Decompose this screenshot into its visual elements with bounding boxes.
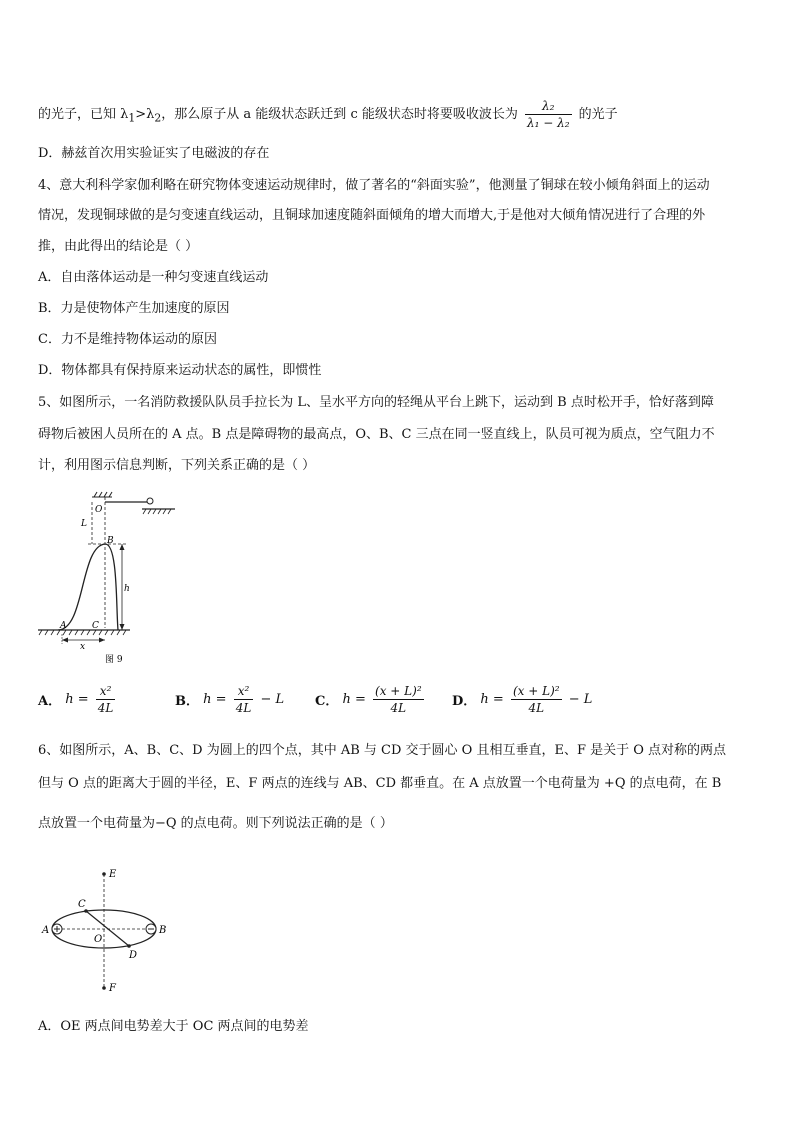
- q6-stem-line-1: 6、如图所示，A、B、C、D 为圆上的四个点，其中 AB 与 CD 交于圆心 O 且相互垂直，E、F 是关于 O 点对称的两点: [38, 743, 727, 758]
- q5-figure: [30, 488, 190, 670]
- q4-option-a: A．自由落体运动是一种匀变速直线运动: [38, 270, 269, 285]
- q5-stem-line-3: 计，利用图示信息判断，下列关系正确的是（ ）: [38, 458, 316, 473]
- platform-hatch: [143, 509, 171, 514]
- q5-option-d: D． h = $\frac{\text{(x + L)²}}{4L}$ − L: [452, 684, 593, 715]
- q4-stem-line-2: 情况，发现铜球做的是匀变速直线运动，且铜球加速度随斜面倾角的增大而增大,于是他对大倾角情况进行了合理的外: [38, 208, 706, 223]
- label-o: O: [95, 505, 103, 515]
- q3-continuation: 的光子，已知 $\lambda_1>\lambda_2$，那么原子从 a 能级状态跃迁到 c 能级状态时将要吸收波长为 $\frac{\text{λ₂}}{\text{λ₁ − λ₂}}$ 的光子: [38, 99, 618, 130]
- q4-option-c: C．力不是维持物体运动的原因: [38, 332, 217, 347]
- label-d: D: [129, 950, 138, 961]
- q3-option-d: D．赫兹首次用实验证实了电磁波的存在: [38, 146, 270, 161]
- label-e: E: [109, 869, 117, 880]
- label-a: A: [42, 925, 50, 936]
- label-f: F: [109, 983, 116, 994]
- q5-option-a: A． h = $\frac{\text{x²}}{4L}$: [38, 684, 114, 715]
- q5-option-b: B． h = $\frac{\text{x²}}{4L}$ − L: [175, 684, 285, 715]
- label-l: L: [81, 519, 87, 529]
- cd-line: [86, 911, 129, 946]
- q6-stem-line-2: 但与 O 点的距离大于圆的半径，E、F 两点的连线与 AB、CD 都垂直。在 A 点放置一个电荷量为 +Q 的点电荷，在 B: [38, 776, 722, 791]
- ground-hatch: [39, 630, 126, 635]
- wavelength-fraction: $\frac{\text{λ₂}}{\text{λ₁ − λ₂}}$: [527, 99, 570, 130]
- label-b: B: [107, 536, 114, 546]
- label-a: A: [60, 621, 67, 631]
- label-c: C: [92, 621, 99, 631]
- q5-stem-line-1: 5、如图所示，一名消防救援队队员手拉长为 L、呈水平方向的轻绳从平台上跳下，运动到 B 点时松开手，恰好落到障: [38, 395, 714, 410]
- q4-option-b: B．力是使物体产生加速度的原因: [38, 301, 230, 316]
- label-h: h: [124, 584, 130, 594]
- figure-caption: 图 9: [105, 655, 123, 665]
- label-o: O: [94, 934, 103, 945]
- q5-options-row: [38, 683, 758, 723]
- q6-stem-line-3: 点放置一个电荷量为−Q 的点电荷。则下列说法正确的是（ ）: [38, 816, 393, 831]
- h-arrow-down: [120, 624, 125, 630]
- label-x: x: [80, 642, 86, 652]
- ceiling-hatch: [92, 492, 112, 497]
- q6-figure: [36, 860, 186, 1000]
- point-d: [127, 944, 131, 948]
- point-e: [102, 872, 106, 876]
- q4-option-d: D．物体都具有保持原来运动状态的属性，即惯性: [38, 363, 322, 378]
- label-c: C: [78, 899, 86, 910]
- q5-option-c: C． h = $\frac{\text{(x + L)²}}{4L}$: [315, 684, 422, 715]
- q4-stem-line-1: 4、意大利科学家伽利略在研究物体变速运动规律时，做了著名的“斜面实验”，他测量了铜球在较小倾角斜面上的运动: [38, 178, 710, 193]
- q5-stem-line-2: 碍物后被困人员所在的 A 点。B 点是障碍物的最高点，O、B、C 三点在同一竖直线上，队员可视为质点，空气阻力不: [38, 427, 715, 442]
- q6-option-a: A．OE 两点间电势差大于 OC 两点间的电势差: [38, 1019, 309, 1034]
- h-arrow-up: [120, 544, 125, 550]
- q4-stem-line-3: 推，由此得出的结论是（ ）: [38, 239, 199, 254]
- obstacle-curve: [58, 544, 118, 630]
- x-arrow-right: [99, 638, 105, 643]
- jumper-point: [147, 498, 153, 504]
- x-arrow-left: [62, 638, 68, 643]
- point-f: [102, 986, 106, 990]
- label-b: B: [159, 925, 167, 936]
